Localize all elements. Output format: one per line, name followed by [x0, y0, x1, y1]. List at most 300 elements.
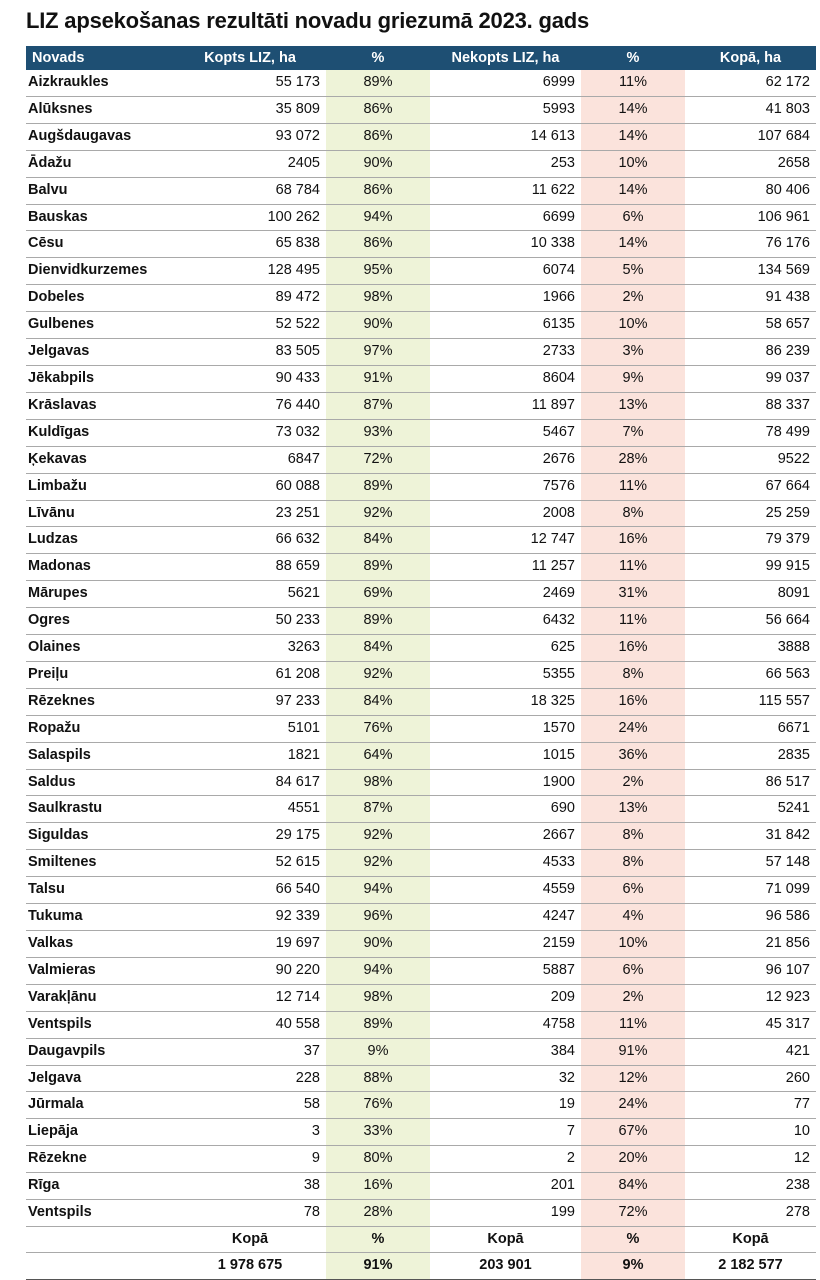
cell-kopa: 21 856	[685, 931, 816, 958]
cell-nekopts-pct: 8%	[581, 500, 685, 527]
cell-kopts-pct: 72%	[326, 446, 430, 473]
cell-kopa: 9522	[685, 446, 816, 473]
table-row	[26, 473, 816, 500]
table-row	[26, 96, 816, 123]
cell-nekopts: 19	[430, 1092, 581, 1119]
table-row	[26, 1038, 816, 1065]
cell-novads: Valmieras	[26, 957, 174, 984]
cell-nekopts: 4758	[430, 1011, 581, 1038]
table-row	[26, 500, 816, 527]
table-row	[26, 608, 816, 635]
totals-nekopts-value: 203 901	[430, 1253, 581, 1280]
totals-kopts-label: Kopā	[174, 1226, 326, 1253]
cell-kopts-pct: 84%	[326, 688, 430, 715]
table-row	[26, 957, 816, 984]
cell-kopa: 260	[685, 1065, 816, 1092]
cell-nekopts-pct: 9%	[581, 365, 685, 392]
table-row	[26, 877, 816, 904]
table-row	[26, 1200, 816, 1227]
cell-kopts: 68 784	[174, 177, 326, 204]
cell-nekopts: 5467	[430, 419, 581, 446]
cell-nekopts: 7	[430, 1119, 581, 1146]
totals-kopts-value: 1 978 675	[174, 1253, 326, 1280]
cell-nekopts-pct: 2%	[581, 285, 685, 312]
totals-kopts-pct-label: %	[326, 1226, 430, 1253]
cell-nekopts-pct: 6%	[581, 204, 685, 231]
cell-kopa: 86 239	[685, 339, 816, 366]
cell-novads: Cēsu	[26, 231, 174, 258]
cell-nekopts-pct: 8%	[581, 823, 685, 850]
cell-nekopts: 2667	[430, 823, 581, 850]
cell-kopts: 90 433	[174, 365, 326, 392]
cell-nekopts-pct: 16%	[581, 635, 685, 662]
cell-nekopts-pct: 20%	[581, 1146, 685, 1173]
cell-kopts: 5621	[174, 581, 326, 608]
cell-kopts: 50 233	[174, 608, 326, 635]
cell-kopts-pct: 28%	[326, 1200, 430, 1227]
cell-nekopts-pct: 14%	[581, 177, 685, 204]
results-table	[26, 46, 816, 1280]
cell-nekopts: 199	[430, 1200, 581, 1227]
cell-kopts-pct: 16%	[326, 1173, 430, 1200]
cell-kopa: 67 664	[685, 473, 816, 500]
cell-novads: Salaspils	[26, 742, 174, 769]
table-row	[26, 258, 816, 285]
cell-kopa: 5241	[685, 796, 816, 823]
cell-nekopts: 12 747	[430, 527, 581, 554]
cell-kopts-pct: 89%	[326, 554, 430, 581]
cell-kopts-pct: 33%	[326, 1119, 430, 1146]
cell-kopts: 60 088	[174, 473, 326, 500]
totals-nekopts-label: Kopā	[430, 1226, 581, 1253]
cell-kopa: 2658	[685, 150, 816, 177]
cell-nekopts-pct: 10%	[581, 150, 685, 177]
cell-kopts-pct: 92%	[326, 500, 430, 527]
cell-kopts-pct: 88%	[326, 1065, 430, 1092]
cell-kopa: 96 586	[685, 904, 816, 931]
cell-novads: Jūrmala	[26, 1092, 174, 1119]
table-row	[26, 1146, 816, 1173]
cell-kopts: 76 440	[174, 392, 326, 419]
cell-novads: Jelgava	[26, 1065, 174, 1092]
cell-novads: Dobeles	[26, 285, 174, 312]
cell-kopts: 1821	[174, 742, 326, 769]
cell-kopa: 57 148	[685, 850, 816, 877]
cell-kopa: 107 684	[685, 123, 816, 150]
cell-kopts: 90 220	[174, 957, 326, 984]
cell-kopa: 12	[685, 1146, 816, 1173]
cell-kopts-pct: 86%	[326, 96, 430, 123]
table-row	[26, 1011, 816, 1038]
table-row	[26, 285, 816, 312]
cell-nekopts-pct: 10%	[581, 931, 685, 958]
cell-nekopts-pct: 14%	[581, 231, 685, 258]
cell-kopts: 89 472	[174, 285, 326, 312]
table-row	[26, 1092, 816, 1119]
table-row	[26, 931, 816, 958]
cell-novads: Gulbenes	[26, 312, 174, 339]
cell-nekopts: 11 622	[430, 177, 581, 204]
cell-kopts: 78	[174, 1200, 326, 1227]
cell-novads: Augšdaugavas	[26, 123, 174, 150]
header-kopts: Kopts LIZ, ha	[174, 46, 326, 70]
cell-kopts: 9	[174, 1146, 326, 1173]
cell-nekopts: 4533	[430, 850, 581, 877]
cell-kopa: 76 176	[685, 231, 816, 258]
table-row	[26, 365, 816, 392]
cell-nekopts: 10 338	[430, 231, 581, 258]
table-row	[26, 984, 816, 1011]
cell-kopts-pct: 92%	[326, 661, 430, 688]
totals-nekopts-pct-value: 9%	[581, 1253, 685, 1280]
cell-nekopts: 5355	[430, 661, 581, 688]
totals-value-blank	[26, 1253, 174, 1280]
table-row	[26, 1173, 816, 1200]
cell-novads: Siguldas	[26, 823, 174, 850]
cell-nekopts-pct: 10%	[581, 312, 685, 339]
cell-nekopts-pct: 14%	[581, 96, 685, 123]
cell-novads: Ventspils	[26, 1011, 174, 1038]
cell-kopa: 8091	[685, 581, 816, 608]
cell-novads: Līvānu	[26, 500, 174, 527]
cell-novads: Jēkabpils	[26, 365, 174, 392]
cell-novads: Ogres	[26, 608, 174, 635]
cell-novads: Rēzeknes	[26, 688, 174, 715]
table-row	[26, 527, 816, 554]
cell-kopts-pct: 76%	[326, 1092, 430, 1119]
cell-nekopts-pct: 13%	[581, 796, 685, 823]
cell-novads: Preiļu	[26, 661, 174, 688]
table-row	[26, 1065, 816, 1092]
cell-novads: Varakļānu	[26, 984, 174, 1011]
cell-nekopts: 6699	[430, 204, 581, 231]
cell-kopts: 73 032	[174, 419, 326, 446]
cell-nekopts-pct: 31%	[581, 581, 685, 608]
cell-nekopts-pct: 16%	[581, 688, 685, 715]
cell-nekopts: 2469	[430, 581, 581, 608]
cell-kopa: 56 664	[685, 608, 816, 635]
cell-nekopts: 2159	[430, 931, 581, 958]
cell-kopts: 88 659	[174, 554, 326, 581]
cell-nekopts: 18 325	[430, 688, 581, 715]
cell-nekopts-pct: 2%	[581, 984, 685, 1011]
table-header-row	[26, 46, 816, 70]
cell-novads: Rēzekne	[26, 1146, 174, 1173]
cell-kopts: 5101	[174, 715, 326, 742]
table-row	[26, 742, 816, 769]
cell-nekopts: 5887	[430, 957, 581, 984]
cell-kopts: 12 714	[174, 984, 326, 1011]
cell-kopts-pct: 95%	[326, 258, 430, 285]
cell-kopa: 2835	[685, 742, 816, 769]
cell-nekopts: 14 613	[430, 123, 581, 150]
cell-novads: Aizkraukles	[26, 70, 174, 96]
cell-kopa: 134 569	[685, 258, 816, 285]
cell-nekopts-pct: 72%	[581, 1200, 685, 1227]
cell-kopts: 83 505	[174, 339, 326, 366]
cell-nekopts-pct: 2%	[581, 769, 685, 796]
cell-nekopts-pct: 8%	[581, 661, 685, 688]
cell-novads: Ādažu	[26, 150, 174, 177]
cell-kopts: 3263	[174, 635, 326, 662]
cell-kopts-pct: 94%	[326, 877, 430, 904]
cell-novads: Bauskas	[26, 204, 174, 231]
table-row	[26, 446, 816, 473]
cell-nekopts-pct: 11%	[581, 70, 685, 96]
table-row	[26, 769, 816, 796]
cell-kopts: 38	[174, 1173, 326, 1200]
cell-kopts: 128 495	[174, 258, 326, 285]
cell-nekopts: 11 897	[430, 392, 581, 419]
cell-novads: Saldus	[26, 769, 174, 796]
cell-nekopts-pct: 28%	[581, 446, 685, 473]
cell-novads: Liepāja	[26, 1119, 174, 1146]
cell-kopts: 52 615	[174, 850, 326, 877]
cell-nekopts-pct: 36%	[581, 742, 685, 769]
cell-nekopts: 2	[430, 1146, 581, 1173]
cell-kopa: 62 172	[685, 70, 816, 96]
cell-kopa: 88 337	[685, 392, 816, 419]
cell-kopa: 45 317	[685, 1011, 816, 1038]
cell-kopts: 66 632	[174, 527, 326, 554]
cell-nekopts: 6999	[430, 70, 581, 96]
cell-nekopts-pct: 6%	[581, 957, 685, 984]
cell-nekopts: 11 257	[430, 554, 581, 581]
cell-kopts-pct: 92%	[326, 850, 430, 877]
cell-nekopts: 2733	[430, 339, 581, 366]
cell-kopts-pct: 86%	[326, 123, 430, 150]
cell-kopts-pct: 87%	[326, 796, 430, 823]
cell-nekopts-pct: 11%	[581, 554, 685, 581]
cell-kopts: 19 697	[174, 931, 326, 958]
cell-novads: Ropažu	[26, 715, 174, 742]
totals-nekopts-pct-label: %	[581, 1226, 685, 1253]
cell-novads: Madonas	[26, 554, 174, 581]
cell-kopa: 25 259	[685, 500, 816, 527]
cell-kopts-pct: 89%	[326, 70, 430, 96]
header-novads: Novads	[26, 46, 174, 70]
cell-kopa: 12 923	[685, 984, 816, 1011]
cell-nekopts: 2008	[430, 500, 581, 527]
cell-novads: Ķekavas	[26, 446, 174, 473]
cell-kopts-pct: 76%	[326, 715, 430, 742]
cell-kopa: 31 842	[685, 823, 816, 850]
cell-kopts-pct: 69%	[326, 581, 430, 608]
cell-kopts: 29 175	[174, 823, 326, 850]
cell-kopts: 97 233	[174, 688, 326, 715]
cell-kopa: 78 499	[685, 419, 816, 446]
header-kopa: Kopā, ha	[685, 46, 816, 70]
cell-nekopts-pct: 24%	[581, 1092, 685, 1119]
table-row	[26, 850, 816, 877]
table-row	[26, 1119, 816, 1146]
page-title: LIZ apsekošanas rezultāti novadu griezumā 2023. gads	[26, 8, 590, 33]
cell-nekopts-pct: 12%	[581, 1065, 685, 1092]
cell-kopts: 4551	[174, 796, 326, 823]
cell-kopa: 278	[685, 1200, 816, 1227]
cell-kopts: 3	[174, 1119, 326, 1146]
table-row	[26, 312, 816, 339]
cell-kopa: 238	[685, 1173, 816, 1200]
cell-kopa: 421	[685, 1038, 816, 1065]
header-nekopts-pct: %	[581, 46, 685, 70]
cell-kopa: 86 517	[685, 769, 816, 796]
table-row	[26, 150, 816, 177]
table-row	[26, 419, 816, 446]
cell-kopts-pct: 89%	[326, 473, 430, 500]
cell-novads: Tukuma	[26, 904, 174, 931]
cell-kopa: 91 438	[685, 285, 816, 312]
cell-kopts: 100 262	[174, 204, 326, 231]
cell-novads: Krāslavas	[26, 392, 174, 419]
table-row	[26, 177, 816, 204]
cell-novads: Olaines	[26, 635, 174, 662]
cell-novads: Alūksnes	[26, 96, 174, 123]
table-row	[26, 231, 816, 258]
cell-kopts: 37	[174, 1038, 326, 1065]
cell-novads: Mārupes	[26, 581, 174, 608]
cell-kopts: 58	[174, 1092, 326, 1119]
cell-novads: Kuldīgas	[26, 419, 174, 446]
cell-kopts-pct: 93%	[326, 419, 430, 446]
cell-nekopts: 5993	[430, 96, 581, 123]
cell-kopa: 66 563	[685, 661, 816, 688]
cell-kopa: 106 961	[685, 204, 816, 231]
cell-kopts: 65 838	[174, 231, 326, 258]
cell-kopts-pct: 94%	[326, 204, 430, 231]
table-row	[26, 392, 816, 419]
header-kopts-pct: %	[326, 46, 430, 70]
cell-kopts-pct: 84%	[326, 635, 430, 662]
cell-nekopts: 1015	[430, 742, 581, 769]
cell-kopts: 92 339	[174, 904, 326, 931]
cell-kopa: 80 406	[685, 177, 816, 204]
cell-kopa: 3888	[685, 635, 816, 662]
cell-novads: Ludzas	[26, 527, 174, 554]
cell-kopts-pct: 80%	[326, 1146, 430, 1173]
cell-nekopts: 32	[430, 1065, 581, 1092]
cell-nekopts: 7576	[430, 473, 581, 500]
cell-nekopts: 209	[430, 984, 581, 1011]
cell-nekopts: 2676	[430, 446, 581, 473]
table-row	[26, 70, 816, 96]
cell-kopts-pct: 86%	[326, 231, 430, 258]
cell-kopts: 55 173	[174, 70, 326, 96]
table-row	[26, 635, 816, 662]
totals-kopa-value: 2 182 577	[685, 1253, 816, 1280]
cell-kopts-pct: 64%	[326, 742, 430, 769]
cell-kopts: 61 208	[174, 661, 326, 688]
cell-nekopts-pct: 13%	[581, 392, 685, 419]
cell-nekopts: 690	[430, 796, 581, 823]
table-row	[26, 823, 816, 850]
cell-nekopts: 8604	[430, 365, 581, 392]
cell-kopts: 2405	[174, 150, 326, 177]
cell-kopts-pct: 94%	[326, 957, 430, 984]
cell-nekopts-pct: 11%	[581, 473, 685, 500]
cell-kopts-pct: 89%	[326, 1011, 430, 1038]
cell-nekopts: 1966	[430, 285, 581, 312]
totals-label-row	[26, 1226, 816, 1253]
totals-blank	[26, 1226, 174, 1253]
cell-nekopts: 6135	[430, 312, 581, 339]
cell-novads: Balvu	[26, 177, 174, 204]
cell-novads: Jelgavas	[26, 339, 174, 366]
cell-kopts-pct: 98%	[326, 285, 430, 312]
cell-kopts: 40 558	[174, 1011, 326, 1038]
cell-nekopts-pct: 16%	[581, 527, 685, 554]
cell-nekopts: 384	[430, 1038, 581, 1065]
cell-kopts-pct: 89%	[326, 608, 430, 635]
cell-kopa: 10	[685, 1119, 816, 1146]
cell-kopts-pct: 87%	[326, 392, 430, 419]
cell-nekopts-pct: 4%	[581, 904, 685, 931]
totals-value-row	[26, 1253, 816, 1280]
cell-kopts: 93 072	[174, 123, 326, 150]
cell-novads: Limbažu	[26, 473, 174, 500]
cell-kopts-pct: 98%	[326, 769, 430, 796]
cell-nekopts-pct: 5%	[581, 258, 685, 285]
cell-kopa: 41 803	[685, 96, 816, 123]
cell-kopts: 84 617	[174, 769, 326, 796]
cell-nekopts: 6432	[430, 608, 581, 635]
cell-kopts-pct: 90%	[326, 931, 430, 958]
table-row	[26, 204, 816, 231]
header-nekopts: Nekopts LIZ, ha	[430, 46, 581, 70]
cell-nekopts: 201	[430, 1173, 581, 1200]
cell-kopa: 99 037	[685, 365, 816, 392]
cell-kopa: 71 099	[685, 877, 816, 904]
cell-novads: Ventspils	[26, 1200, 174, 1227]
cell-novads: Saulkrastu	[26, 796, 174, 823]
cell-nekopts-pct: 84%	[581, 1173, 685, 1200]
cell-kopts-pct: 91%	[326, 365, 430, 392]
cell-kopts: 6847	[174, 446, 326, 473]
cell-nekopts-pct: 7%	[581, 419, 685, 446]
cell-kopts: 66 540	[174, 877, 326, 904]
cell-kopts-pct: 9%	[326, 1038, 430, 1065]
cell-nekopts-pct: 91%	[581, 1038, 685, 1065]
cell-kopts: 52 522	[174, 312, 326, 339]
cell-nekopts-pct: 24%	[581, 715, 685, 742]
cell-nekopts: 1900	[430, 769, 581, 796]
cell-kopts-pct: 84%	[326, 527, 430, 554]
cell-nekopts-pct: 11%	[581, 1011, 685, 1038]
cell-novads: Dienvidkurzemes	[26, 258, 174, 285]
cell-nekopts: 253	[430, 150, 581, 177]
cell-novads: Daugavpils	[26, 1038, 174, 1065]
cell-nekopts: 625	[430, 635, 581, 662]
cell-nekopts: 6074	[430, 258, 581, 285]
cell-kopa: 77	[685, 1092, 816, 1119]
cell-novads: Rīga	[26, 1173, 174, 1200]
table-row	[26, 123, 816, 150]
cell-nekopts: 4559	[430, 877, 581, 904]
table-row	[26, 581, 816, 608]
cell-kopa: 6671	[685, 715, 816, 742]
table-row	[26, 904, 816, 931]
cell-nekopts-pct: 6%	[581, 877, 685, 904]
cell-kopts-pct: 86%	[326, 177, 430, 204]
table-row	[26, 554, 816, 581]
cell-nekopts-pct: 14%	[581, 123, 685, 150]
cell-kopts-pct: 90%	[326, 150, 430, 177]
totals-kopts-pct-value: 91%	[326, 1253, 430, 1280]
table-row	[26, 796, 816, 823]
cell-kopa: 115 557	[685, 688, 816, 715]
cell-kopts-pct: 96%	[326, 904, 430, 931]
cell-nekopts-pct: 8%	[581, 850, 685, 877]
